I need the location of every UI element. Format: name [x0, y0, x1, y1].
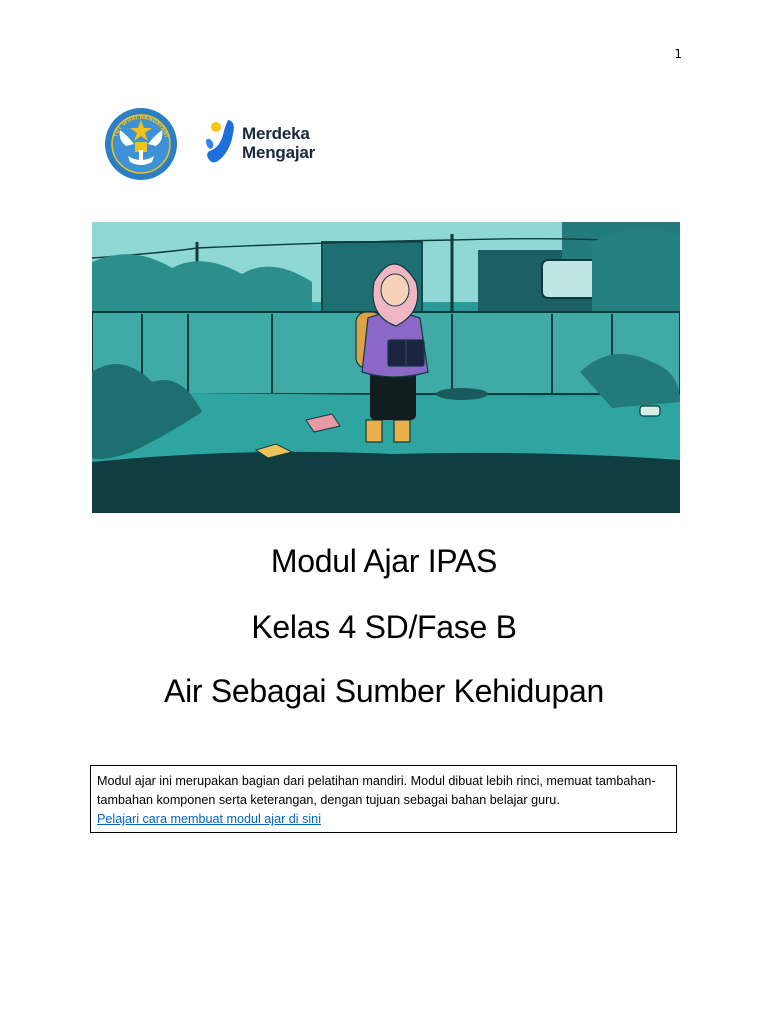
page-number: 1 — [674, 47, 682, 61]
tut-wuri-handayani-emblem-icon — [104, 106, 178, 182]
info-box — [90, 765, 677, 833]
merdeka-mengajar-wordmark — [242, 124, 315, 162]
emblem-motto: TUT WURI HANDAYANI — [113, 114, 169, 139]
merdeka-mengajar-logo-icon — [200, 116, 240, 176]
learn-module-link[interactable]: Pelajari cara membuat modul ajar di sini — [97, 812, 321, 826]
module-title: Modul Ajar IPAS — [270, 543, 498, 579]
cover-illustration — [92, 222, 680, 513]
info-text: Modul ajar ini merupakan bagian dari pelatihan mandiri. Modul dibuat lebih rinci, memuat tambahan-tambahan komponen serta keterangan, dengan tujuan sebagai bahan belajar guru. — [97, 774, 656, 807]
merdeka-wordmark-line2: Mengajar — [242, 143, 316, 162]
merdeka-wordmark-line1: Merdeka — [242, 124, 310, 143]
grade-phase-title: Kelas 4 SD/Fase B — [251, 609, 517, 645]
topic-title: Air Sebagai Sumber Kehidupan — [164, 673, 604, 709]
